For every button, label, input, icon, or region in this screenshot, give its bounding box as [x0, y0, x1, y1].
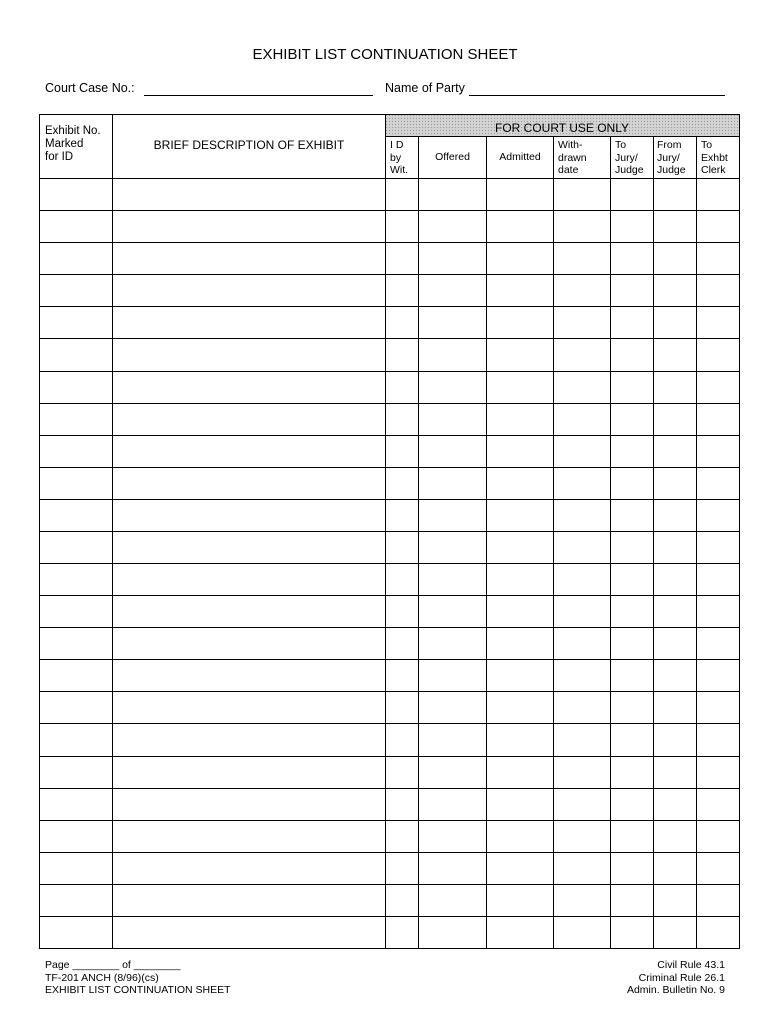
table-row[interactable]	[39, 467, 739, 499]
header-exhibit-number: Exhibit No. Marked for ID	[45, 125, 101, 163]
table-row[interactable]	[39, 435, 739, 467]
table-row[interactable]	[39, 563, 739, 595]
table-row[interactable]	[39, 659, 739, 691]
table-border-bottom	[39, 948, 740, 949]
header-admitted: Admitted	[499, 151, 541, 163]
table-row[interactable]	[39, 820, 739, 852]
table-row[interactable]	[39, 723, 739, 755]
table-border-right	[739, 114, 740, 949]
table-row[interactable]	[39, 403, 739, 435]
header-id-by-wit: I D by Wit.	[390, 139, 409, 176]
civil-rule: Civil Rule 43.1	[657, 959, 725, 971]
table-row[interactable]	[39, 595, 739, 627]
form-title: EXHIBIT LIST CONTINUATION SHEET	[252, 46, 518, 63]
table-row[interactable]	[39, 884, 739, 916]
table-row[interactable]	[39, 852, 739, 884]
table-row[interactable]	[39, 338, 739, 370]
header-to-exhibit-clerk: To Exhbt Clerk	[701, 139, 728, 176]
table-row[interactable]	[39, 306, 739, 338]
court-use-label: FOR COURT USE ONLY	[494, 121, 630, 135]
table-row[interactable]	[39, 499, 739, 531]
header-to-jury-judge: To Jury/ Judge	[615, 139, 644, 176]
form-name: EXHIBIT LIST CONTINUATION SHEET	[45, 984, 231, 996]
header-description: BRIEF DESCRIPTION OF EXHIBIT	[153, 138, 345, 152]
header-offered: Offered	[435, 151, 470, 163]
table-row[interactable]	[39, 756, 739, 788]
header-withdrawn-date: With- drawn date	[558, 139, 587, 176]
footer-left	[45, 959, 231, 997]
table-row[interactable]	[39, 916, 739, 948]
table-row[interactable]	[39, 242, 739, 274]
table-row[interactable]	[39, 788, 739, 820]
court-use-divider	[385, 136, 739, 137]
criminal-rule: Criminal Rule 26.1	[638, 971, 725, 984]
table-row[interactable]	[39, 274, 739, 306]
party-label: Name of Party	[385, 81, 465, 95]
header-from-jury-judge: From Jury/ Judge	[657, 139, 686, 176]
table-row[interactable]	[39, 531, 739, 563]
table-row[interactable]	[39, 210, 739, 242]
page-count[interactable]: Page ________ of ________	[45, 959, 181, 971]
court-case-label: Court Case No.:	[45, 81, 135, 95]
table-border-top	[39, 114, 740, 115]
form-number: TF-201 ANCH (8/96)(cs)	[45, 971, 159, 984]
table-row[interactable]	[39, 691, 739, 723]
table-row[interactable]	[39, 627, 739, 659]
table-row[interactable]	[39, 178, 739, 210]
admin-bulletin: Admin. Bulletin No. 9	[626, 984, 725, 996]
table-row[interactable]	[39, 371, 739, 403]
footer-right	[627, 959, 725, 997]
